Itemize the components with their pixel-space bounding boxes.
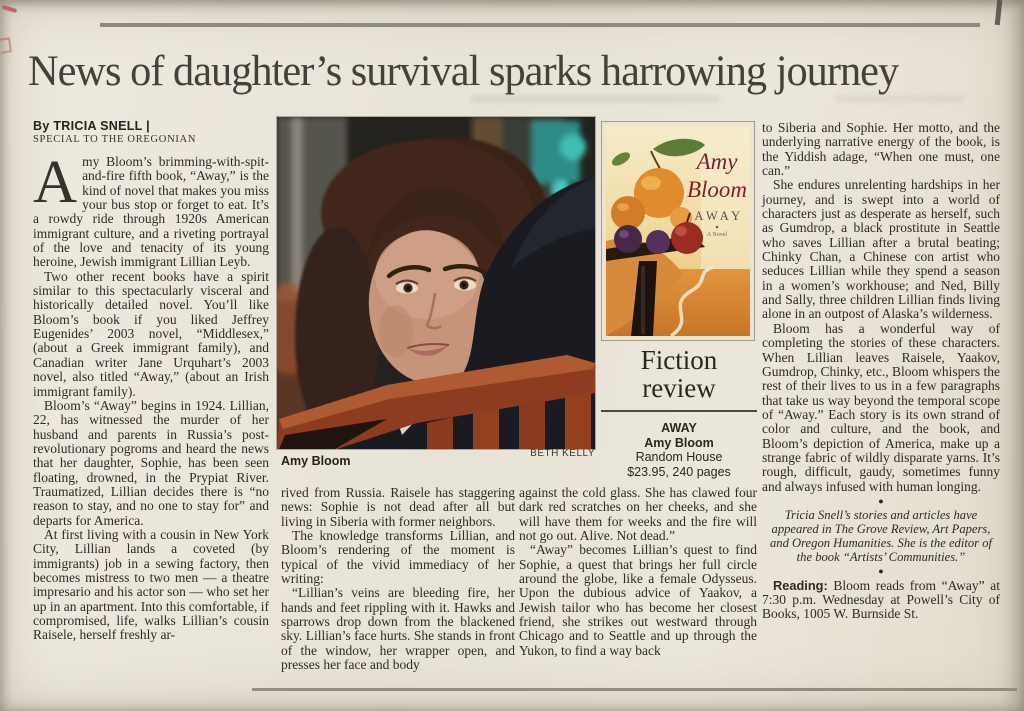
review-price-pages: $23.95, 240 pages xyxy=(627,464,731,479)
article-paragraph: “Away” becomes Lillian’s quest to find Sophie, a quest that brings her full circle around the globe, like a female Odysseus. Upon the dubious advice of Yaakov, a Jewish tailor who has become her closest friend, she strikes out westward through Chicago and to Seattle and up through the Yukon, to find a way back xyxy=(519,542,757,658)
byline xyxy=(33,119,196,145)
amy-bloom-photo xyxy=(277,117,595,449)
photo-credit: BETH KELLY xyxy=(530,448,595,459)
section-separator-dot: ● xyxy=(878,495,884,506)
article-headline: News of daughter’s survival sparks harrowing journey xyxy=(28,48,899,95)
fiction-review-box xyxy=(597,346,761,479)
review-publisher: Random House xyxy=(635,450,723,464)
review-meta xyxy=(597,421,761,479)
bottom-rule xyxy=(252,688,1017,691)
reading-label: Reading: xyxy=(773,577,828,593)
article-column-2 xyxy=(281,486,515,672)
section-separator-dot: ● xyxy=(878,566,884,577)
author-bio: Tricia Snell’s stories and articles have appeared in The Grove Review, Art Papers, and Oregon Humanities. She is the editor of the book “Artists’ Communities.” xyxy=(769,508,992,565)
review-heading xyxy=(597,346,761,402)
article-paragraph: rived from Russia. Raisele has staggering news: Sophie is not dead after all but living in Siberia with former neighbors. xyxy=(281,485,515,529)
article-paragraph: The knowledge transforms Lillian, and Bloom’s rendering of the moment is typical of the vivid immediacy of her writing: xyxy=(281,528,515,587)
article-paragraph: Bloom has a wonderful way of completing the stories of these characters. When Lillian leaves Raisele, Yaakov, Gumdrop, Chinky, etc., Bloom whispers the rest of their lives to us in a few paragraphs that take us way beyond the temporal scope of “Away.” Each story is its own strand of color and culture, and the book, and Bloom’s depiction of America, make up a strange fabric of wildly disparate yarns. It’s rough, difficult, gaudy, sometimes funny and always infused with human longing. xyxy=(762,320,1000,494)
portrait-illustration xyxy=(277,117,595,449)
cover-author-line2: Bloom xyxy=(686,177,748,202)
article-column-4 xyxy=(762,121,1000,622)
article-paragraph: At first living with a cousin in New York City, Lillian lands a coveted (by immigrants) job in a sewing factory, then becomes mistress to two men — a theatre impresario and his actor son — who set her up in an apartment. Into this comfortable, if compromised, life, walks Lillian’s cousin Raisele, herself freshly ar- xyxy=(33,526,269,643)
article-paragraph: She endures unrelenting hardships in her journey, and is swept into a world of characters just as desperate as herself, such as Gumdrop, a black prostitute in Seattle who saves Lillian after a brutal beating; Chinky Chan, a Chinese con artist who seduces Lillian while they spend a season in a women’s workhouse; and Ned, Billy and Sally, three children Lillian finds living alone in an outpost of Alaska’s wilderness. xyxy=(762,177,1000,322)
article-paragraph: “Lillian’s veins are bleeding fire, her hands and feet rippling with it. Hawks and sparrows drop down from the blackened sky. Lillian’s face hurts. She stands in front of the window, her wrapper open, and presses her face and body xyxy=(281,585,515,673)
review-divider xyxy=(601,410,757,412)
photo-caption: Amy Bloom xyxy=(281,454,351,468)
review-book-title: AWAY xyxy=(661,421,697,435)
review-heading-line2: review xyxy=(642,373,716,403)
article-paragraph: against the cold glass. She has clawed four dark red scratches on her cheeks, and she will have them for weeks and the fire will not go out. Alive. Not dead.” xyxy=(519,485,757,544)
review-heading-line1: Fiction xyxy=(640,345,718,375)
red-pen-mark xyxy=(0,37,12,53)
scan-edge-mark xyxy=(995,0,1003,25)
cover-title: AWAY xyxy=(694,209,744,223)
article-paragraph: to Siberia and Sophie. Her motto, and the underlying narrative energy of the book, is the Yiddish adage, “When one must, one can.” xyxy=(762,120,1000,179)
review-book-author: Amy Bloom xyxy=(644,435,714,450)
article-paragraph xyxy=(33,149,269,270)
reading-text: Bloom reads from “Away” at 7:30 p.m. Wednesday at Powell’s City of Books, 1005 W. Burnside St. xyxy=(762,577,1000,622)
reading-event-note xyxy=(762,579,1000,622)
red-pen-mark xyxy=(2,5,18,13)
cover-subtitle: A Novel xyxy=(706,232,728,238)
ink-bleedthrough-smudge xyxy=(470,95,720,103)
article-paragraph: Two other recent books have a spirit similar to this spectacularly visceral and historically detailed novel. You’ll like Bloom’s book if you liked Jeffrey Eugenides’ 2003 novel, “Middlesex,” (about a Greek immigrant family), and Canadian writer Jane Urquhart’s 2003 novel, also titled “Away,” (about an Irish immigrant family). xyxy=(33,268,269,399)
article-paragraph: Bloom’s “Away” begins in 1924. Lillian, 22, has witnessed the murder of her husband and parents in Russia’s post-revolutionary pogroms and heard the news that her daughter, Sophie, has been seen floating, drowned, in the Prypiat River. Traumatized, Lillian decides there is “no reason to stay, and no one to stay for” and departs for America. xyxy=(33,397,269,528)
top-rule xyxy=(100,23,980,27)
article-column-3 xyxy=(519,486,757,658)
paragraph-text: my Bloom’s brimming-with-spit-and-fire fifth book, “Away,” is the kind of novel that makes you miss your bus stop or forget to eat. It’s a rowdy ride through 1920s American immigrant culture, and a riveting portrayal of the love and tenacity of its young heroine, Jewish immigrant Lillian Leyb. xyxy=(33,154,269,270)
ink-bleedthrough-smudge xyxy=(835,95,965,103)
byline-organization: SPECIAL TO THE OREGONIAN xyxy=(33,134,197,145)
book-cover-away xyxy=(601,121,755,341)
book-cover-illustration xyxy=(601,121,755,341)
article-column-1 xyxy=(33,149,269,643)
cover-author-line1: Amy xyxy=(696,149,738,174)
drop-cap: A xyxy=(33,149,78,216)
byline-author: By TRICIA SNELL | xyxy=(33,119,150,133)
